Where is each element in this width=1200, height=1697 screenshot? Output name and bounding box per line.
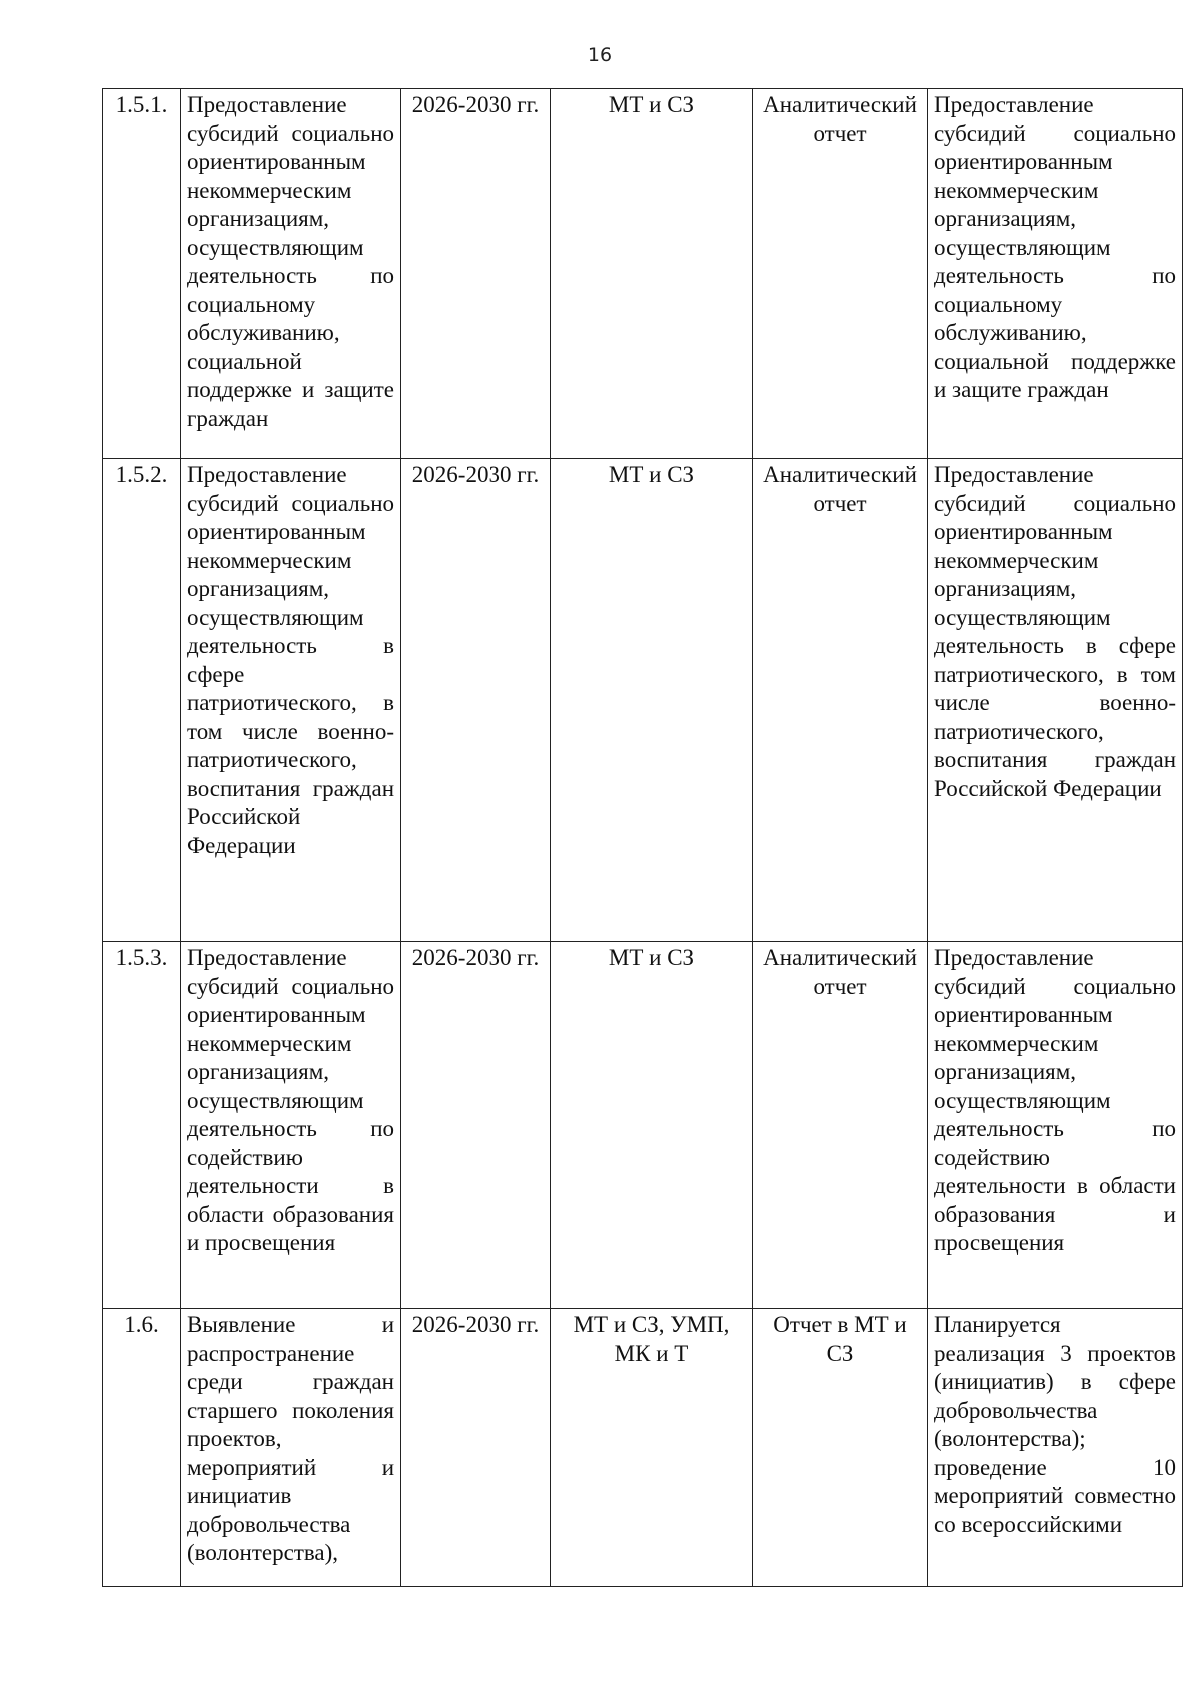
event-cell: Предоставление субсидий социально ориентированным некоммерческим организациям, осуществляющим деятельность по социальному обслуживанию, социальной поддержке и защите граждан: [181, 89, 401, 459]
row-number: 1.5.3.: [103, 942, 181, 1309]
page-number: 16: [587, 44, 613, 66]
row-number: 1.6.: [103, 1309, 181, 1587]
row-number: 1.5.2.: [103, 459, 181, 942]
result-cell: Планируется реализация 3 проектов (инициатив) в сфере добровольчества (волонтерства); проведение 10 мероприятий совместно со всероссийскими: [928, 1309, 1183, 1587]
event-cell: Предоставление субсидий социально ориентированным некоммерческим организациям, осуществляющим деятельность в сфере патриотического, в том числе военно-патриотического, воспитания граждан Российской Федерации: [181, 459, 401, 942]
responsible-cell: МТ и СЗ: [551, 89, 753, 459]
report-form-cell: Отчет в МТ и СЗ: [753, 1309, 928, 1587]
term-cell: 2026-2030 гг.: [401, 89, 551, 459]
result-cell: Предоставление субсидий социально ориентированным некоммерческим организациям, осуществляющим деятельность в сфере патриотического, в том числе военно-патриотического, воспитания граждан Российской Федерации: [928, 459, 1183, 942]
row-number: 1.5.1.: [103, 89, 181, 459]
report-form-cell: Аналитический отчет: [753, 459, 928, 942]
term-cell: 2026-2030 гг.: [401, 942, 551, 1309]
term-cell: 2026-2030 гг.: [401, 1309, 551, 1587]
table-row: [103, 1309, 1183, 1587]
plan-table: [102, 88, 1183, 1587]
report-form-cell: Аналитический отчет: [753, 89, 928, 459]
table-row: [103, 942, 1183, 1309]
result-cell: Предоставление субсидий социально ориентированным некоммерческим организациям, осуществляющим деятельность по социальному обслуживанию, социальной поддержке и защите граждан: [928, 89, 1183, 459]
event-cell: Выявление и распространение среди граждан старшего поколения проектов, мероприятий и инициатив добровольчества (волонтерства),: [181, 1309, 401, 1587]
table-row: [103, 459, 1183, 942]
term-cell: 2026-2030 гг.: [401, 459, 551, 942]
report-form-cell: Аналитический отчет: [753, 942, 928, 1309]
responsible-cell: МТ и СЗ: [551, 942, 753, 1309]
event-cell: Предоставление субсидий социально ориентированным некоммерческим организациям, осуществляющим деятельность по содействию деятельности в области образования и просвещения: [181, 942, 401, 1309]
responsible-cell: МТ и СЗ: [551, 459, 753, 942]
result-cell: Предоставление субсидий социально ориентированным некоммерческим организациям, осуществляющим деятельность по содействию деятельности в области образования и просвещения: [928, 942, 1183, 1309]
responsible-cell: МТ и СЗ, УМП, МК и Т: [551, 1309, 753, 1587]
table-row: [103, 89, 1183, 459]
